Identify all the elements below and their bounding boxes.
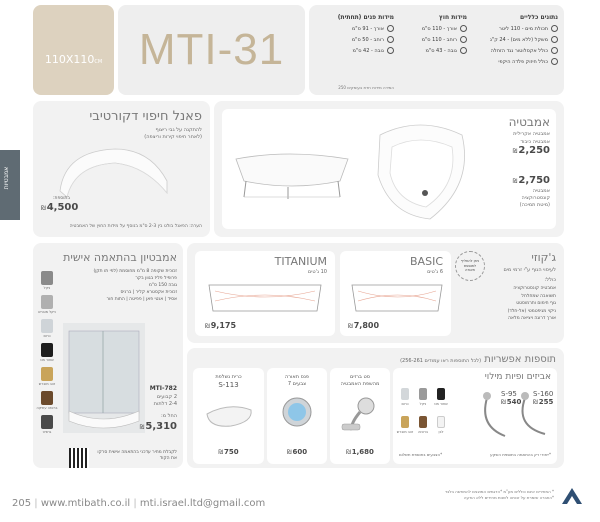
drain-color-label: ברונזה [418, 430, 428, 434]
spec-row [314, 24, 394, 35]
custom-footer: לקבלת מחיר עדכני בהתאמה אישית סרקו את הקוד [97, 450, 177, 461]
footer-disclaimer [445, 489, 554, 501]
panel-subtitle2: (לאחר חיפוי קירות וריצפה) [144, 134, 202, 140]
custom-price [140, 421, 177, 432]
bathtub-title: אמבטיה [508, 115, 550, 129]
basic-card[interactable] [340, 251, 451, 336]
basic-title: BASIC [410, 255, 443, 268]
spec-row [474, 35, 558, 46]
s95-price-value: 540 [506, 398, 522, 406]
drain-color-swatch[interactable] [437, 416, 445, 428]
anti-slip-icon [551, 47, 558, 54]
bathtub-side-image [228, 145, 356, 201]
custom-item: גובה 150 ס"מ [148, 283, 177, 288]
jacuzzi-list [481, 285, 556, 323]
bathtub-note4: (מיטת תמיכה) [519, 202, 550, 208]
website-link[interactable]: www.mtibath.co.il [40, 498, 131, 509]
color-swatch-label: גרפיט [42, 430, 52, 434]
light-icon [281, 396, 313, 428]
spec-text: כולל חיזוק פלדה היקפי [498, 59, 548, 65]
panel-price [41, 202, 78, 213]
length-icon [460, 25, 467, 32]
specs-box [309, 5, 564, 95]
disclaimer-line: * המחירים אינם כוללים מע"מ *הדגמים המוצגים להמחשה בלבד [444, 489, 554, 494]
drains-card [393, 368, 557, 464]
color-swatch[interactable] [41, 391, 53, 405]
custom-item: אסיד | אנטי פאן | פפיטה | התות חור [106, 297, 177, 302]
specs-general [474, 14, 558, 68]
handheld-card[interactable] [330, 368, 390, 464]
steel-icon [551, 58, 558, 65]
color-swatch[interactable] [41, 343, 53, 357]
shekel-icon: ₪ [218, 449, 224, 456]
jacuzzi-item: אורך דרוגה ויציאה מלאה [508, 316, 556, 321]
spec-text: משקל (ללא מים) - 24 ק"ג [489, 37, 548, 43]
side-tab [0, 150, 20, 220]
drain-color-label: לבן [438, 430, 444, 434]
bathtub-section [214, 101, 564, 237]
shekel-icon: ₪ [533, 399, 538, 406]
bathtub-top-image [370, 115, 470, 225]
specs-general-title: נתונים כלליים [520, 14, 558, 21]
jacuzzi-subtitle: לעיסוי הגוף ע"י זרמי מים [503, 267, 556, 273]
shekel-icon: ₪ [41, 205, 46, 212]
jacuzzi-section [187, 243, 564, 343]
drain-color-label: כרום [401, 402, 409, 406]
spec-row [474, 24, 558, 35]
volume-icon [551, 25, 558, 32]
jacuzzi-badge-text: ניתן להחליף לתוספת תאורה [460, 259, 480, 273]
drains-title: אביזים ופיות מילוי [484, 372, 551, 382]
light-price [267, 448, 327, 456]
drain-color-label: שחור מט [434, 402, 448, 406]
panel-section [33, 101, 210, 237]
pillow-price [193, 448, 264, 456]
handheld-title: סט ברזים [350, 374, 370, 380]
panel-image [55, 141, 175, 201]
handheld-price [330, 448, 390, 456]
drains-note1: *ייחודי רק בהתאמה בתוספת השקע [490, 452, 551, 457]
spec-row [401, 46, 467, 57]
titanium-price-value: 9,175 [210, 321, 237, 330]
spec-row [474, 46, 558, 57]
spec-text: גובה - 43 ס"מ [425, 48, 457, 54]
bathtub-subtitle: אמבטיה אקרילית [513, 131, 550, 137]
custom-model-sub2: 2-4 דלתות [153, 401, 177, 407]
custom-model: MTI-782 [149, 385, 177, 392]
basic-price [348, 321, 379, 330]
color-swatch[interactable] [41, 271, 53, 285]
shower-enclosure-image [63, 323, 145, 433]
model-title: MTI-31 [138, 25, 285, 74]
length-icon [387, 25, 394, 32]
color-swatch[interactable] [41, 367, 53, 381]
custom-title: אמבטיון בהתאמה אישית [63, 251, 177, 264]
spec-text: גובה - 42 ס"מ [352, 48, 384, 54]
disclaimer-line: *החברה שומרת על זכותה לשנות מחירים ללא הודעה [463, 495, 554, 500]
color-swatch-label: שחור מט [40, 358, 54, 362]
height-icon [460, 47, 467, 54]
basic-price-value: 7,800 [353, 321, 380, 330]
basic-subtitle: 6 ג'טים [427, 269, 443, 275]
specs-outer-title: מידות חוץ [438, 14, 467, 21]
drain-color-label: ניקל [419, 402, 427, 406]
weight-icon [551, 36, 558, 43]
spec-row [401, 35, 467, 46]
spec-text: אורך - 110 ס"מ [421, 26, 457, 32]
titanium-card[interactable] [195, 251, 335, 336]
color-swatch-label: זהב מוברש [38, 382, 56, 386]
titanium-title: TITANIUM [274, 255, 327, 268]
titanium-subtitle: 10 ג'טים [307, 269, 327, 275]
spec-text: רוחב - 50 ס"מ [351, 37, 384, 43]
bathtub-price1-value: 2,250 [518, 145, 550, 156]
shekel-icon: ₪ [512, 178, 518, 185]
jacuzzi-item: אמבטיה קונסטרוקציה [513, 286, 556, 291]
email-link[interactable]: mti.israel.ltd@gmail.com [139, 498, 266, 509]
spec-text: כולל אקסלוטור נגד הזחלה [490, 48, 548, 54]
color-swatch-label: ברונזה עתיקה [36, 406, 58, 410]
size-label: 110X110 [44, 53, 95, 66]
footer-links: 205 | www.mtibath.co.il | mti.israel.ltd@gmail.com [12, 498, 266, 509]
panel-note: הערה: הפאנל בולט בין 2-3 ס"מ בנוסף על מידות החוץ של האמבטיה [69, 224, 202, 229]
side-tab-label: אמבטיות [3, 166, 10, 190]
panel-price-label: בתוספת: [53, 196, 70, 201]
light-subtitle: 7 צבעים [287, 381, 307, 387]
custom-price-label: החל מ: [160, 413, 177, 419]
width-icon [387, 36, 394, 43]
drain-color-swatch[interactable] [401, 416, 409, 428]
height-icon [387, 47, 394, 54]
bathtub-price1 [513, 145, 550, 156]
pillow-subtitle: S-113 [218, 381, 239, 389]
addons-title-row [400, 354, 556, 365]
bathtub-note3: קונסטרוקציה [521, 195, 550, 201]
size-box [33, 5, 114, 95]
drains-note2: *הצבעים בתוספת תשלום [399, 452, 443, 457]
page-number: 205 [12, 498, 32, 509]
drain-color-label: זהב מוברש [396, 430, 414, 434]
pillow-card[interactable] [193, 368, 264, 464]
shekel-icon: ₪ [348, 323, 353, 330]
custom-list [57, 268, 177, 303]
jacuzzi-title: ג'קוזי [531, 251, 556, 264]
pillow-icon [203, 400, 255, 430]
custom-item: זכוכית אקסטרא קליר | ברניס [120, 290, 177, 295]
pillow-title: כרית נשלפת [215, 374, 242, 380]
brand-logo-icon [560, 486, 584, 506]
addons-section [187, 348, 564, 468]
jacuzzi-includes: כולל: [544, 277, 556, 283]
addons-title: תוספות אפשריות [484, 354, 556, 365]
bathtub-price2 [513, 175, 550, 186]
jacuzzi-badge [455, 251, 485, 281]
spec-row [401, 24, 467, 35]
bathtub-card [222, 109, 556, 229]
light-title: פנס תאורה [284, 374, 310, 380]
spec-text: תכולת מים - 110 ליטר [499, 26, 548, 32]
drain-color-swatch[interactable] [419, 416, 427, 428]
spec-row [314, 46, 394, 57]
custom-item: זכוכית שקופה 8 מ"מ מחוסמת (לפי תו תקן) [93, 269, 177, 274]
light-card[interactable] [267, 368, 327, 464]
jacuzzi-item: גוף חימום ותרמוסטט [516, 301, 556, 306]
color-swatch-label: ניקל [43, 286, 51, 290]
size-unit: CM [94, 59, 103, 65]
shekel-icon: ₪ [139, 424, 145, 431]
spec-row [474, 57, 558, 68]
color-swatch-label: ניקל מוברש [38, 310, 56, 314]
bathtub-note2: אמבטיה [532, 188, 550, 194]
color-swatch[interactable] [41, 319, 53, 333]
s160-price-value: 255 [538, 398, 554, 406]
color-swatch[interactable] [41, 415, 53, 429]
s160-label: S-160 [533, 390, 554, 398]
spec-text: רוחב - 110 ס"מ [421, 37, 457, 43]
specs-outer [401, 14, 467, 57]
s160-price [533, 398, 553, 406]
handheld-subtitle: מהשפת האמבטיה [340, 381, 380, 387]
drain-color-swatch[interactable] [401, 388, 409, 400]
custom-price-value: 5,310 [145, 421, 177, 432]
spec-row [314, 35, 394, 46]
bathtub-note1: אמבטיה כיבוד [520, 139, 550, 145]
drain-color-swatch[interactable] [437, 388, 445, 400]
bathtub-price2-value: 2,750 [518, 175, 550, 186]
handheld-price-value: 1,680 [351, 448, 374, 456]
custom-section [33, 243, 183, 468]
panel-title: פאנל חיפוי דקורטיבי [89, 109, 202, 124]
jacuzzi-titanium-image [205, 281, 325, 317]
width-icon [460, 36, 467, 43]
drain-color-swatch[interactable] [419, 388, 427, 400]
spec-text: אורך - 91 ס"מ [351, 26, 384, 32]
custom-model-sub1: 2 קבועים [156, 394, 177, 400]
qr-code-icon[interactable] [69, 448, 89, 468]
specs-inner [314, 14, 394, 57]
model-box [118, 5, 305, 95]
color-swatch[interactable] [41, 295, 53, 309]
shekel-icon: ₪ [205, 323, 210, 330]
pillow-price-value: 750 [224, 448, 239, 456]
shekel-icon: ₪ [346, 449, 351, 456]
jacuzzi-item: ניקוי מגיפטמטי (אל-חלד) [507, 308, 556, 314]
addons-title-note: (לכל התוספות ראו עמודים 256-261) [400, 358, 482, 364]
panel-subtitle: להתקנה על גבי ריצוף [155, 127, 202, 133]
s95-label: S-95 [501, 390, 517, 398]
color-swatch-label: כרום [43, 334, 51, 338]
light-price-value: 600 [292, 448, 308, 456]
titanium-price [205, 321, 236, 330]
s95-price [501, 398, 521, 406]
shekel-icon: ₪ [501, 399, 506, 406]
custom-item: פרופיל פליז בגוון בקר [135, 276, 177, 281]
shekel-icon: ₪ [286, 449, 292, 456]
jacuzzi-item: תשואבה שמחלחל [521, 293, 556, 299]
specs-inner-title: מידות פנים (תחתית) [337, 14, 394, 21]
panel-price-value: 4,500 [46, 202, 79, 213]
handheld-shower-icon [340, 394, 380, 434]
specs-footnote: המידה מידות חדת בעומקים 250 [338, 85, 394, 90]
jacuzzi-basic-image [348, 281, 446, 317]
shekel-icon: ₪ [512, 148, 518, 155]
